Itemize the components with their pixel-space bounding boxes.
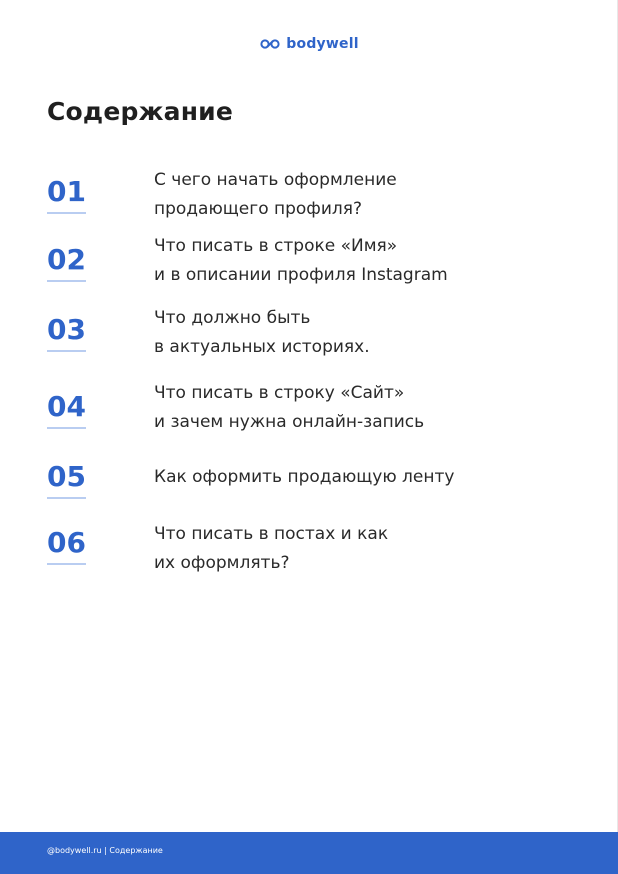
toc-item-line: С чего начать оформление (154, 170, 397, 190)
toc-item-line: Что писать в строку «Сайт» (154, 383, 405, 403)
toc-item-line: продающего профиля? (154, 199, 363, 219)
toc-item-line: их оформлять? (154, 553, 290, 573)
toc-item-title (154, 379, 574, 437)
toc-item-line: в актуальных историях. (154, 337, 370, 357)
toc-item-title (154, 304, 574, 362)
toc-item-line: Что писать в постах и как (154, 524, 389, 544)
toc-item-number: 05 (47, 463, 86, 499)
toc-item-line: Что писать в строке «Имя» (154, 236, 398, 256)
toc-item-number: 01 (47, 178, 86, 214)
toc-item-line: Как оформить продающую ленту (154, 467, 455, 487)
toc-item-line: и в описании профиля Instagram (154, 265, 448, 285)
toc-item-title (154, 520, 574, 578)
toc-item-line: Что должно быть (154, 308, 311, 328)
page-title: Содержание (47, 97, 234, 126)
toc-item-number: 03 (47, 316, 86, 352)
toc-item-number: 02 (47, 246, 86, 282)
footer-bar (0, 832, 618, 874)
toc-item-number: 04 (47, 393, 86, 429)
toc-item-line: и зачем нужна онлайн-запись (154, 412, 425, 432)
brand-name: bodywell (286, 36, 359, 52)
toc-item-title (154, 166, 574, 224)
toc-item-title (154, 463, 574, 492)
toc-item-number: 06 (47, 529, 86, 565)
footer-text: @bodywell.ru | Содержание (47, 846, 163, 855)
toc-item-title (154, 232, 574, 290)
